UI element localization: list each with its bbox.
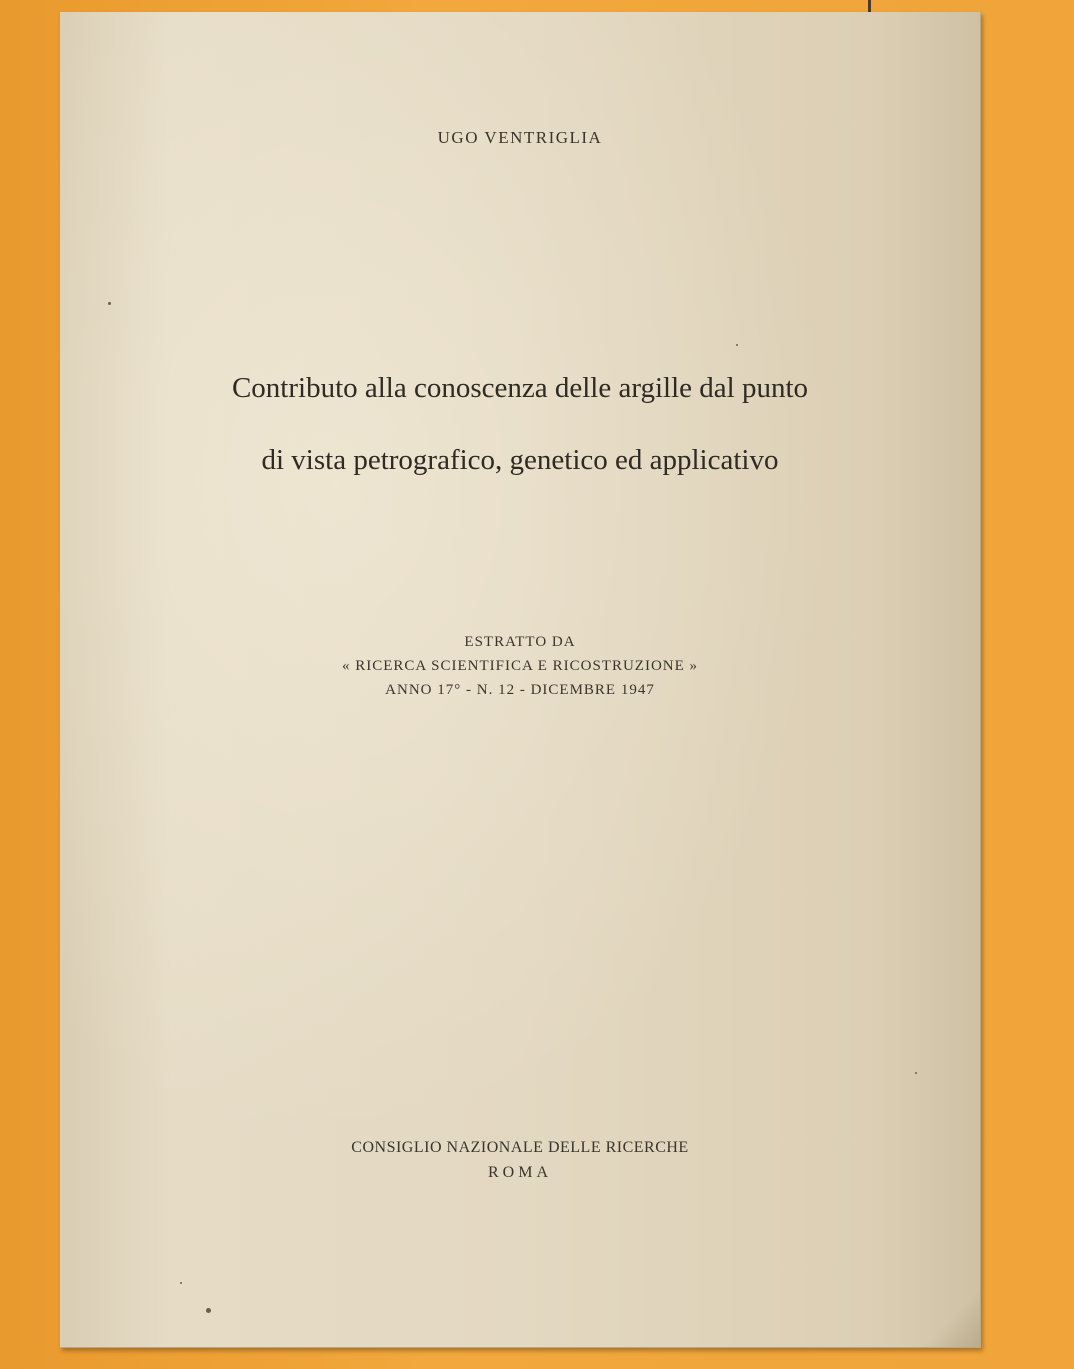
publisher (60, 1135, 980, 1185)
extract-label: ESTRATTO DA (464, 634, 576, 650)
paper-speck (736, 344, 738, 346)
document-page (60, 12, 981, 1348)
paper-speck (180, 1282, 182, 1284)
publisher-city: ROMA (487, 1164, 552, 1181)
author-name: UGO VENTRIGLIA (437, 128, 603, 147)
document-title (60, 352, 980, 496)
issue-info: ANNO 17° - N. 12 - DICEMBRE 1947 (385, 682, 655, 698)
title-line: Contributo alla conoscenza delle argille dal punto (231, 372, 809, 404)
title-line: di vista petrografico, genetico ed applicativo (261, 444, 779, 476)
paper-speck (915, 1072, 917, 1074)
page-corner-wear (920, 1277, 980, 1347)
journal-name: « RICERCA SCIENTIFICA E RICOSTRUZIONE » (341, 658, 699, 674)
paper-speck (206, 1308, 211, 1313)
paper-speck (108, 302, 111, 305)
extract-info (60, 630, 980, 702)
publisher-name: CONSIGLIO NAZIONALE DELLE RICERCHE (351, 1139, 689, 1156)
